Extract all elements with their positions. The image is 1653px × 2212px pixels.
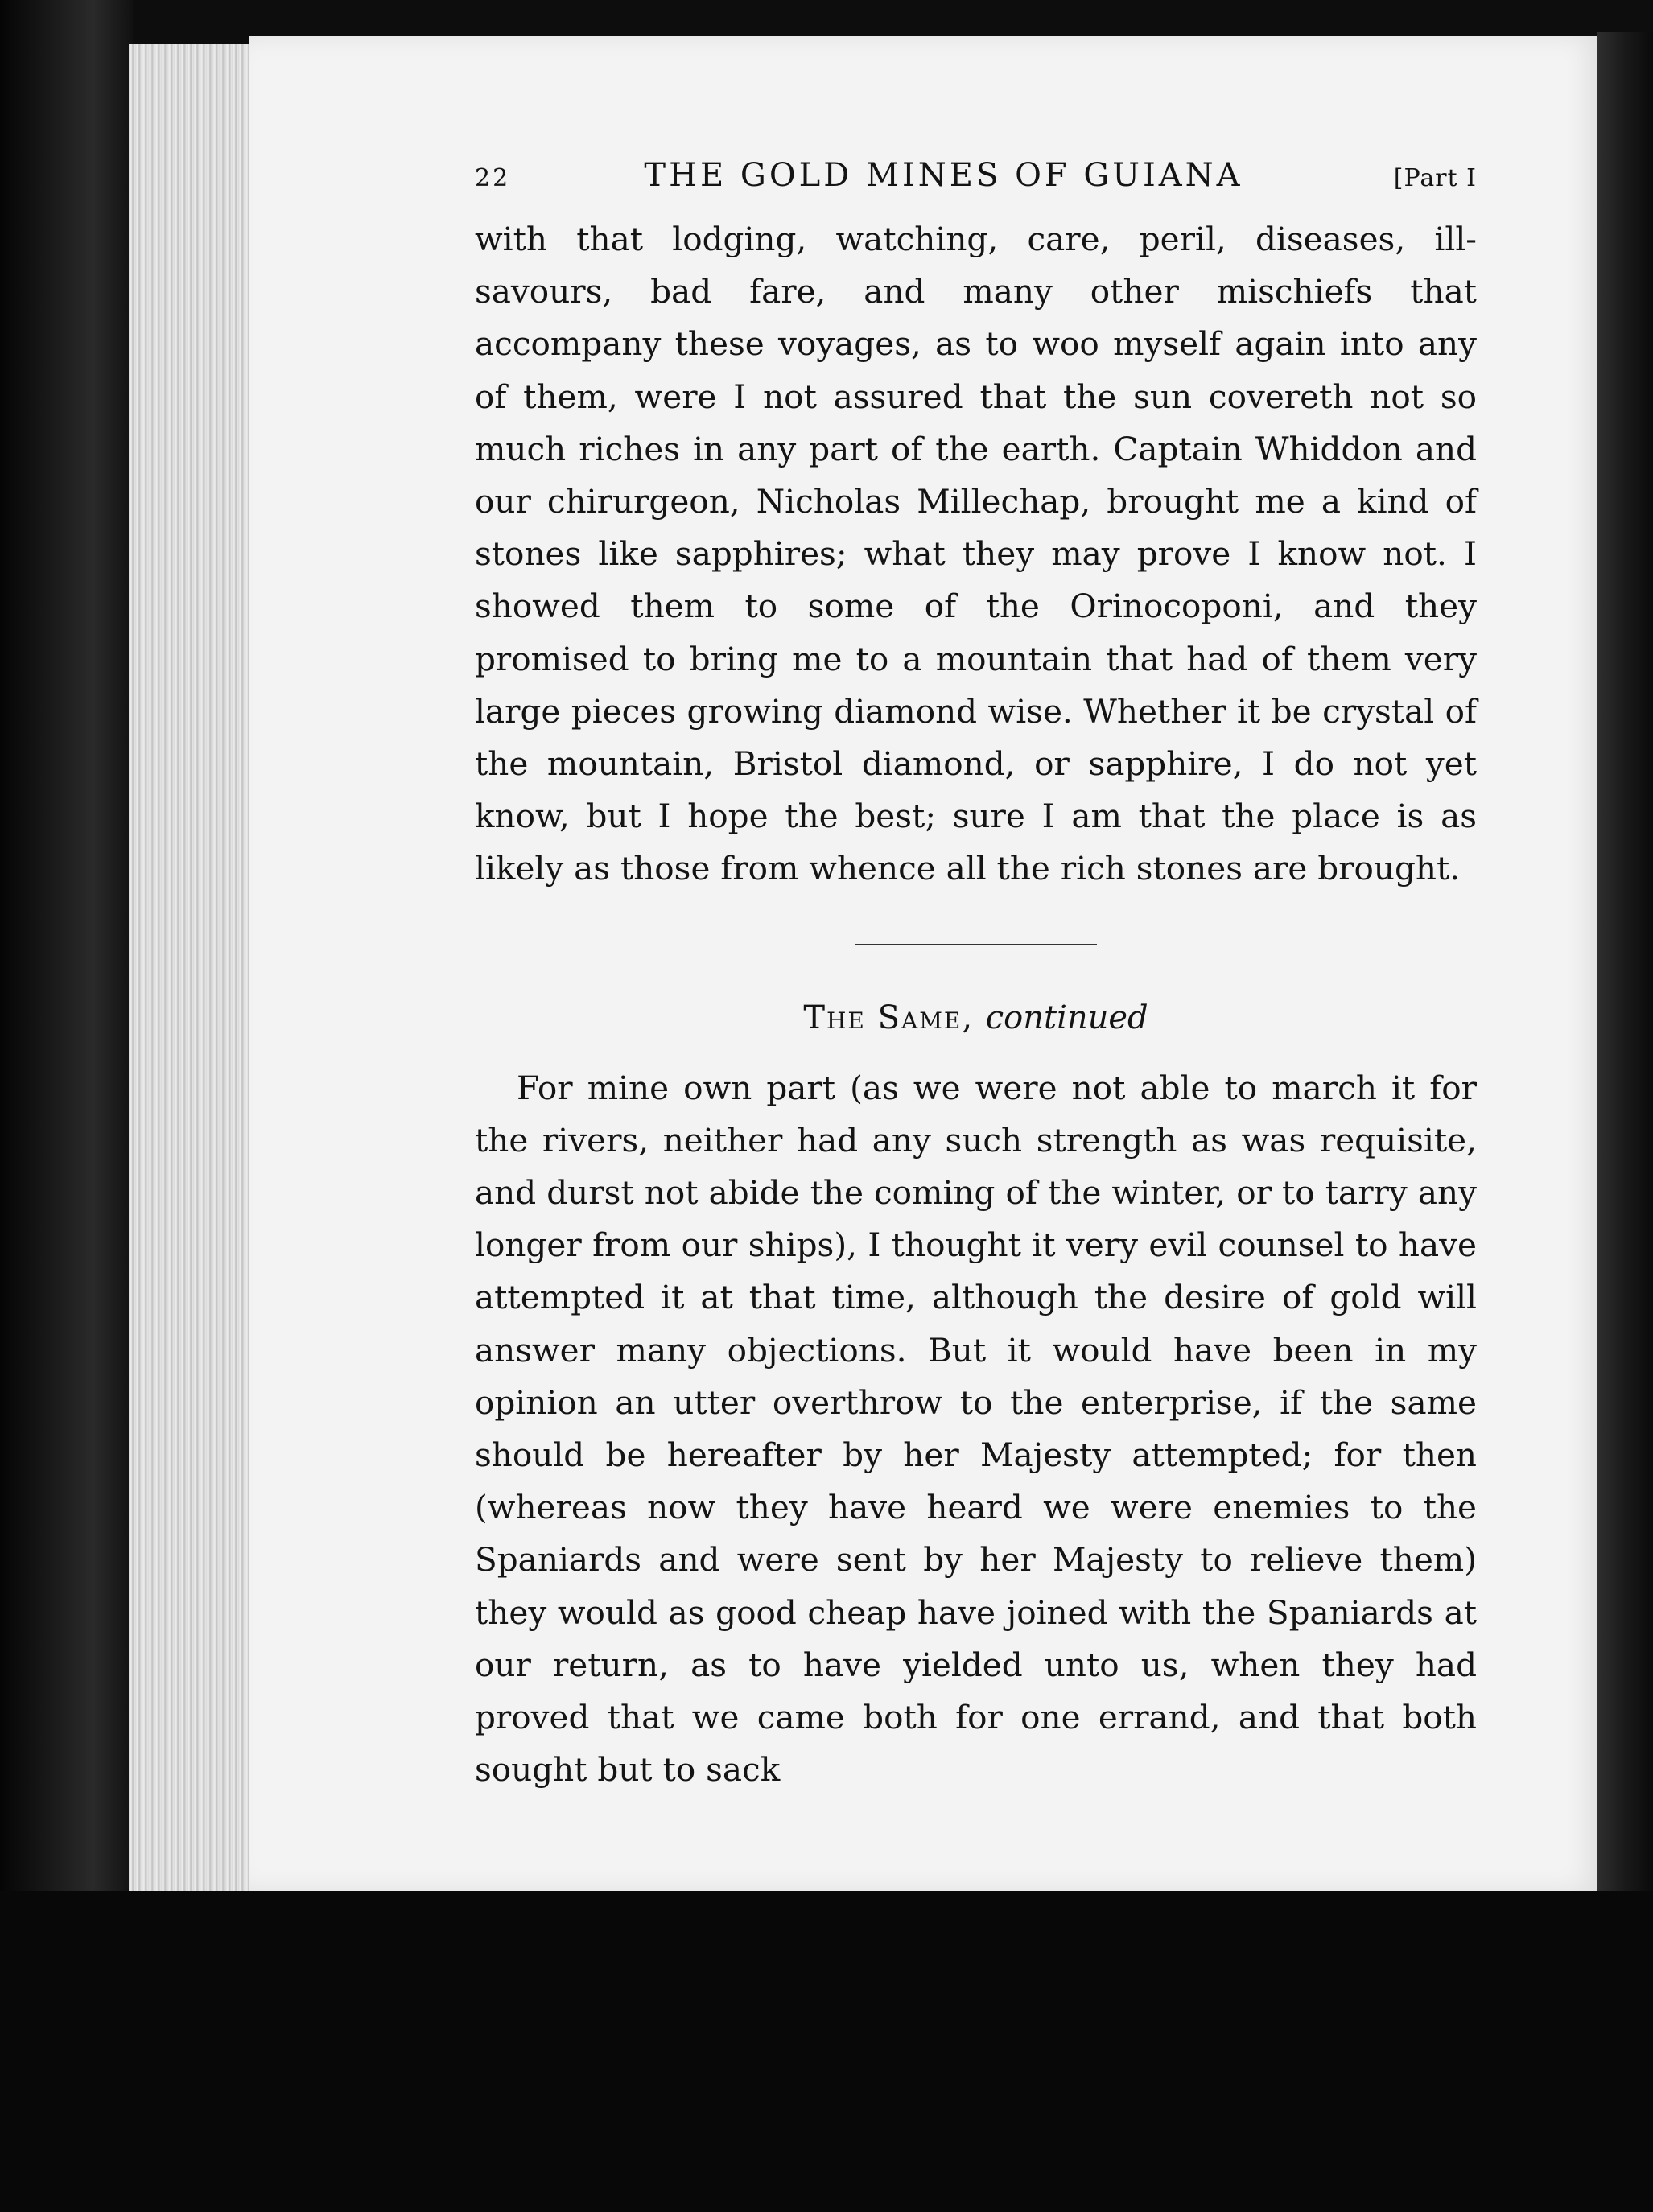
running-head [475, 157, 1477, 213]
section-divider [855, 944, 1097, 945]
body-paragraph: For mine own part (as we were not able to march it for the rivers, neither had any such strength as was requisite, and durst not abide the coming of the winter, or to tarry any longer from our ships), I thought it very evil counsel to have attempted it at that time, although the desire of gold will answer many objections. But it would have been in my opinion an utter overthrow to the enterprise, if the same should be hereafter by her Majesty attempted; for then (whereas now they have heard we were enemies to the Spaniards and were sent by her Majesty to relieve them) they would as good cheap have joined with the Spaniards at our return, as to have yielded unto us, when they had proved that we came both for one errand, and that both sought but to sack [475, 1068, 1477, 1790]
scan-bottom-border [0, 1891, 1653, 2212]
body-paragraph: with that lodging, watching, care, peril, diseases, ill-savours, bad fare, and many other mischiefs that accompany these voyages, as to woo myself again into any of them, were I not assured that the sun covereth not so much riches in any part of the earth. Captain Whiddon and our chirurgeon, Nicholas Millechap, brought me a kind of stones like sapphires; what they may prove I know not. I showed them to some of the Orinocoponi, and they promised to bring me to a mountain that had of them very large pieces growing diamond wise. Whether it be crystal of the mountain, Bristol diamond, or sapphire, I do not yet know, but I hope the best; sure I am that the place is as likely as those from whence all the rich stones are brought. [475, 220, 1477, 888]
page-content [475, 157, 1477, 1796]
section-heading-italic: continued [985, 999, 1148, 1036]
running-head-title: THE GOLD MINES OF GUIANA [644, 157, 1243, 194]
page-edges [129, 44, 270, 1895]
scan-left-border [0, 0, 133, 2212]
section-heading-main: The Same, [803, 999, 975, 1036]
section-heading [475, 998, 1477, 1038]
scan-right-border [1597, 32, 1653, 1963]
page-number: 22 [475, 164, 511, 192]
part-label: [Part I [1393, 164, 1477, 192]
